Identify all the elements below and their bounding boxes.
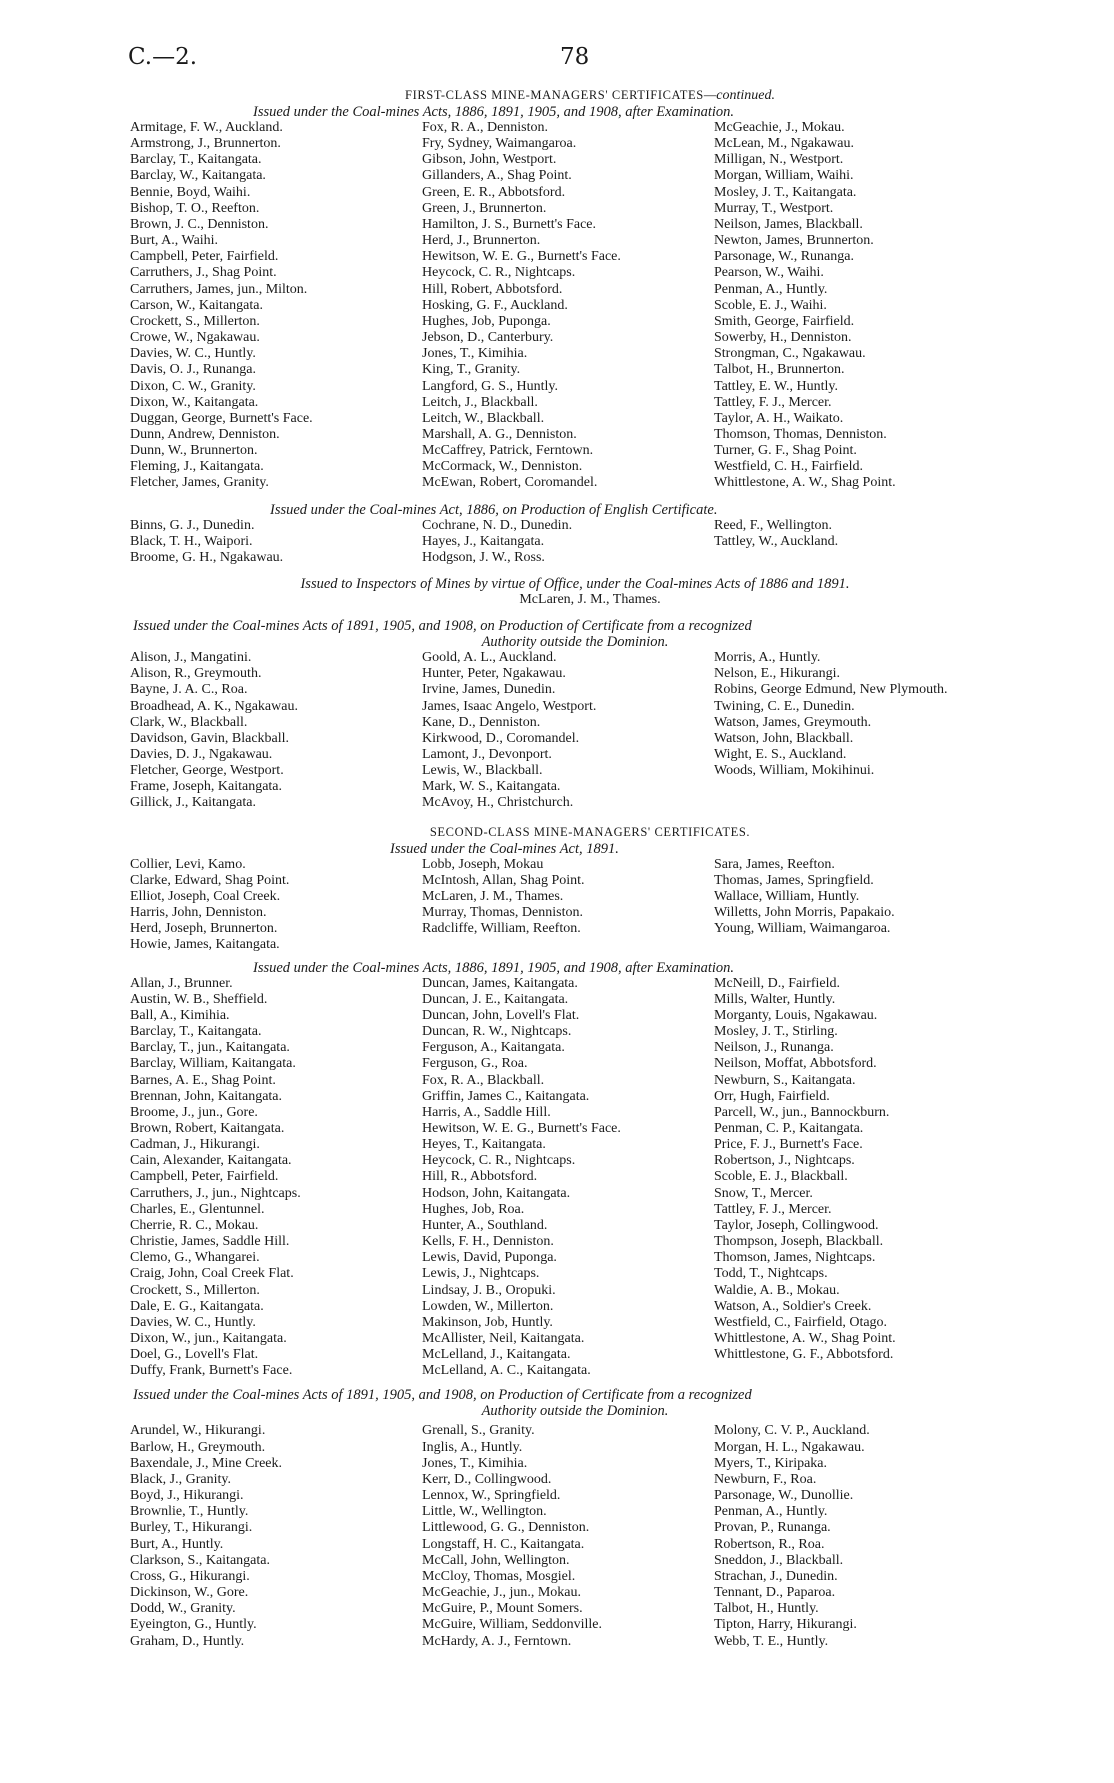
- list-column: [714, 518, 1020, 566]
- list-item: Kerr, D., Collingwood.: [422, 1471, 552, 1487]
- list-item: Waldie, A. B., Mokau.: [714, 1282, 840, 1298]
- list-item: Jones, T., Kimihia.: [422, 346, 528, 362]
- list-item: Reed, F., Wellington.: [714, 517, 833, 533]
- list-item: Armitage, F. W., Auckland.: [130, 120, 283, 135]
- list-item: Pearson, W., Waihi.: [714, 265, 824, 281]
- list-second-exam: [130, 976, 1020, 1380]
- list-item: Harris, John, Denniston.: [130, 905, 267, 921]
- list-item: Newton, James, Brunnerton.: [714, 233, 874, 249]
- list-item: Fletcher, James, Granity.: [130, 475, 269, 491]
- list-item: McGuire, P., Mount Somers.: [422, 1601, 583, 1617]
- list-item: Radcliffe, William, Reefton.: [422, 921, 581, 937]
- list-item: Herd, J., Brunnerton.: [422, 233, 541, 249]
- list-column: [422, 650, 714, 812]
- list-item: Snow, T., Mercer.: [714, 1185, 813, 1201]
- list-item: Tattley, F. J., Mercer.: [714, 394, 832, 410]
- list-item: Woods, William, Mokihinui.: [714, 763, 875, 779]
- list-item: Heyes, T., Kaitangata.: [422, 1137, 546, 1153]
- list-item: Gibson, John, Westport.: [422, 152, 557, 168]
- list-item: Whittlestone, G. F., Abbotsford.: [714, 1347, 894, 1363]
- list-item: Morganty, Louis, Ngakawau.: [714, 1007, 878, 1023]
- list-item: Howie, James, Kaitangata.: [130, 937, 280, 953]
- list-item: Neilson, Moffat, Abbotsford.: [714, 1056, 877, 1072]
- list-item: Young, William, Waimangaroa.: [714, 921, 891, 937]
- list-item: Sneddon, J., Blackball.: [714, 1552, 844, 1568]
- section-title-text: FIRST-CLASS MINE-MANAGERS' CERTIFICATES: [405, 88, 704, 102]
- list-item: Alison, R., Greymouth.: [130, 666, 262, 682]
- list-item: Lewis, J., Nightcaps.: [422, 1266, 540, 1282]
- continued-label: —continued.: [703, 88, 775, 103]
- list-item: Bennie, Boyd, Waihi.: [130, 184, 251, 200]
- list-item: Herd, Joseph, Brunnerton.: [130, 921, 278, 937]
- list-item: Hewitson, W. E. G., Burnett's Face.: [422, 1120, 621, 1136]
- list-column: [130, 857, 422, 954]
- list-item: Penman, A., Huntly.: [714, 281, 828, 297]
- list-item: McGeachie, J., jun., Mokau.: [422, 1585, 582, 1601]
- list-item: Broome, G. H., Ngakawau.: [130, 549, 284, 565]
- list-item: Davis, O. J., Runanga.: [130, 362, 256, 378]
- list-item: Scoble, E. J., Waihi.: [714, 297, 827, 313]
- list-item: Carruthers, J., jun., Nightcaps.: [130, 1185, 301, 1201]
- list-item: Dixon, C. W., Granity.: [130, 378, 256, 394]
- list-item: Lowden, W., Millerton.: [422, 1298, 554, 1314]
- list-item: Inglis, A., Huntly.: [422, 1439, 523, 1455]
- list-item: Provan, P., Runanga.: [714, 1520, 831, 1536]
- list-item: McGuire, William, Seddonville.: [422, 1617, 602, 1633]
- list-item: Hodson, John, Kaitangata.: [422, 1185, 571, 1201]
- list-item: Little, W., Wellington.: [422, 1504, 547, 1520]
- list-item: Craig, John, Coal Creek Flat.: [130, 1266, 294, 1282]
- list-item: Clarke, Edward, Shag Point.: [130, 872, 290, 888]
- list-item: McCall, John, Wellington.: [422, 1552, 570, 1568]
- subheading-second-recognized: Issued under the Coal-mines Acts of 1891, 1905, and 1908, on Production of Certificate from a recognized: [133, 1387, 752, 1404]
- list-item: Campbell, Peter, Fairfield.: [130, 1169, 279, 1185]
- list-item: McIntosh, Allan, Shag Point.: [422, 872, 585, 888]
- list-item: Robins, George Edmund, New Plymouth.: [714, 682, 948, 698]
- list-item: Whittlestone, A. W., Shag Point.: [714, 1331, 896, 1346]
- list-item: Allan, J., Brunner.: [130, 975, 233, 991]
- list-item: Graham, D., Huntly.: [130, 1633, 245, 1649]
- list-item: Heycock, C. R., Nightcaps.: [422, 1153, 576, 1169]
- list-item: Clark, W., Blackball.: [130, 714, 248, 730]
- list-item: Bayne, J. A. C., Roa.: [130, 682, 248, 698]
- list-item: Hughes, Job, Puponga.: [422, 313, 551, 329]
- list-item: Littlewood, G. G., Denniston.: [422, 1520, 590, 1536]
- list-item: Parsonage, W., Runanga.: [714, 249, 854, 265]
- list-item: Carruthers, James, jun., Milton.: [130, 281, 308, 297]
- list-column: [714, 120, 1020, 492]
- list-item: Talbot, H., Huntly.: [714, 1601, 819, 1617]
- list-item: Grenall, S., Granity.: [422, 1423, 535, 1439]
- list-column: [422, 976, 714, 1380]
- list-item: Black, T. H., Waipori.: [130, 533, 253, 549]
- list-column: [130, 518, 422, 566]
- list-item: Webb, T. E., Huntly.: [714, 1633, 829, 1649]
- list-item: Jones, T., Kimihia.: [422, 1455, 528, 1471]
- page-identifier: C.—2.: [128, 44, 198, 70]
- list-item: Dunn, Andrew, Denniston.: [130, 426, 280, 442]
- list-item: Taylor, A. H., Waikato.: [714, 410, 844, 426]
- list-item: Leitch, J., Blackball.: [422, 394, 538, 410]
- list-item: Burt, A., Huntly.: [130, 1536, 224, 1552]
- list-item: Talbot, H., Brunnerton.: [714, 362, 845, 378]
- subheading-first-recognized-line2: Authority outside the Dominion.: [481, 634, 669, 651]
- list-item: Mills, Walter, Huntly.: [714, 991, 836, 1007]
- list-item: Orr, Hugh, Fairfield.: [714, 1088, 830, 1104]
- list-item: Carruthers, J., Shag Point.: [130, 265, 277, 281]
- list-item: Ferguson, G., Roa.: [422, 1056, 528, 1072]
- list-item: Langford, G. S., Huntly.: [422, 378, 558, 394]
- subheading-second-exam: Issued under the Coal-mines Acts, 1886, 1891, 1905, and 1908, after Examination.: [253, 959, 735, 976]
- list-item: McHardy, A. J., Ferntown.: [422, 1633, 572, 1649]
- list-item: Dunn, W., Brunnerton.: [130, 443, 258, 459]
- list-item: Cadman, J., Hikurangi.: [130, 1137, 260, 1153]
- list-column: [130, 1423, 422, 1649]
- list-item: Price, F. J., Burnett's Face.: [714, 1137, 863, 1153]
- list-item: McLaren, J. M., Thames.: [422, 888, 564, 904]
- list-item: Wallace, William, Huntly.: [714, 888, 860, 904]
- list-item: Duggan, George, Burnett's Face.: [130, 410, 313, 426]
- list-item: Cherrie, R. C., Mokau.: [130, 1217, 259, 1233]
- list-item: Irvine, James, Dunedin.: [422, 682, 556, 698]
- list-item: McCaffrey, Patrick, Ferntown.: [422, 443, 594, 459]
- list-item: Heycock, C. R., Nightcaps.: [422, 265, 576, 281]
- list-item: Watson, John, Blackball.: [714, 730, 854, 746]
- list-item: Makinson, Job, Huntly.: [422, 1314, 553, 1330]
- list-item: Crockett, S., Millerton.: [130, 313, 260, 329]
- list-item: Newburn, S., Kaitangata.: [714, 1072, 856, 1088]
- list-item: Lennox, W., Springfield.: [422, 1488, 561, 1504]
- list-item: Neilson, J., Runanga.: [714, 1040, 834, 1056]
- list-item: Armstrong, J., Brunnerton.: [130, 136, 281, 152]
- list-item: Alison, J., Mangatini.: [130, 650, 252, 666]
- list-item: Neilson, James, Blackball.: [714, 216, 863, 232]
- subheading-first-exam: Issued under the Coal-mines Acts, 1886, 1891, 1905, and 1908, after Examination.: [253, 104, 735, 120]
- section-title-second-class: SECOND-CLASS MINE-MANAGERS' CERTIFICATES.: [429, 824, 751, 839]
- list-item: Davies, W. C., Huntly.: [130, 346, 256, 362]
- list-item: Barclay, T., jun., Kaitangata.: [130, 1040, 290, 1056]
- list-item: Mosley, J. T., Stirling.: [714, 1024, 838, 1040]
- list-column: [130, 120, 422, 492]
- list-item: Todd, T., Nightcaps.: [714, 1266, 828, 1282]
- list-item: Hayes, J., Kaitangata.: [422, 533, 545, 549]
- list-item: Burley, T., Hikurangi.: [130, 1520, 253, 1536]
- list-item: Dodd, W., Granity.: [130, 1601, 236, 1617]
- list-item: Lobb, Joseph, Mokau: [422, 856, 544, 872]
- list-item: Collier, Levi, Kamo.: [130, 856, 246, 872]
- list-item: Tipton, Harry, Hikurangi.: [714, 1617, 857, 1633]
- list-item: Thompson, Joseph, Blackball.: [714, 1234, 884, 1250]
- list-item: Hewitson, W. E. G., Burnett's Face.: [422, 249, 621, 265]
- subheading-inspectors: Issued to Inspectors of Mines by virtue of Office, under the Coal-mines Acts of 1886 and 1891.: [300, 576, 850, 593]
- list-item: Strachan, J., Dunedin.: [714, 1568, 838, 1584]
- list-item: Penman, A., Huntly.: [714, 1504, 828, 1520]
- list-item: Crowe, W., Ngakawau.: [130, 330, 260, 346]
- list-item: Duncan, James, Kaitangata.: [422, 975, 578, 991]
- list-item: Mark, W. S., Kaitangata.: [422, 779, 561, 795]
- list-column: [422, 857, 714, 954]
- list-item: Duffy, Frank, Burnett's Face.: [130, 1363, 293, 1379]
- list-item: Elliot, Joseph, Coal Creek.: [130, 888, 281, 904]
- list-item: Westfield, C. H., Fairfield.: [714, 459, 863, 475]
- list-item: Eyeington, G., Huntly.: [130, 1617, 257, 1633]
- list-item: Parcell, W., jun., Bannockburn.: [714, 1104, 890, 1120]
- list-item: Nelson, E., Hikurangi.: [714, 666, 840, 682]
- list-item: Burt, A., Waihi.: [130, 233, 219, 249]
- page-header: [0, 44, 1114, 84]
- list-item: Strongman, C., Ngakawau.: [714, 346, 866, 362]
- list-column: [130, 976, 422, 1380]
- list-item: Fox, R. A., Blackball.: [422, 1072, 545, 1088]
- list-item: Hosking, G. F., Auckland.: [422, 297, 568, 313]
- list-item: Brownlie, T., Huntly.: [130, 1504, 249, 1520]
- list-first-english: [130, 518, 1020, 566]
- section-title-first-class: [160, 87, 1020, 104]
- list-column: [422, 1423, 714, 1649]
- list-item: McNeill, D., Fairfield.: [714, 975, 840, 991]
- list-item: Morgan, H. L., Ngakawau.: [714, 1439, 865, 1455]
- list-item: Thomson, James, Nightcaps.: [714, 1250, 876, 1266]
- list-item: Hunter, A., Southland.: [422, 1217, 548, 1233]
- list-item: Scoble, E. J., Blackball.: [714, 1169, 848, 1185]
- list-item: Brown, Robert, Kaitangata.: [130, 1120, 285, 1136]
- list-item: McEwan, Robert, Coromandel.: [422, 475, 598, 491]
- list-item: Gillick, J., Kaitangata.: [130, 795, 256, 811]
- list-item: Wight, E. S., Auckland.: [714, 747, 847, 762]
- list-item: Barnes, A. E., Shag Point.: [130, 1072, 276, 1088]
- list-column: [130, 650, 422, 812]
- list-item: Morgan, William, Waihi.: [714, 168, 854, 184]
- list-item: Broome, J., jun., Gore.: [130, 1104, 258, 1120]
- list-column: [714, 976, 1020, 1380]
- list-item: McCloy, Thomas, Mosgiel.: [422, 1568, 576, 1584]
- list-item: Griffin, James C., Kaitangata.: [422, 1088, 590, 1104]
- list-item: Cochrane, N. D., Dunedin.: [422, 517, 573, 533]
- list-item: Ferguson, A., Kaitangata.: [422, 1040, 565, 1056]
- list-item: Sara, James, Reefton.: [714, 856, 835, 872]
- list-item: Murray, T., Westport.: [714, 200, 834, 216]
- list-item: Taylor, Joseph, Collingwood.: [714, 1217, 879, 1233]
- list-item: Duncan, J. E., Kaitangata.: [422, 991, 569, 1007]
- list-item: Hamilton, J. S., Burnett's Face.: [422, 216, 597, 232]
- list-item: Tattley, F. J., Mercer.: [714, 1201, 832, 1217]
- list-item: Murray, Thomas, Denniston.: [422, 905, 583, 921]
- list-item: Lewis, David, Puponga.: [422, 1250, 557, 1266]
- list-item: Hughes, Job, Roa.: [422, 1201, 525, 1217]
- list-item: Fry, Sydney, Waimangaroa.: [422, 136, 577, 152]
- list-item: Parsonage, W., Dunollie.: [714, 1488, 854, 1504]
- page-number: 78: [560, 44, 590, 70]
- list-item: Willetts, John Morris, Papakaio.: [714, 905, 895, 921]
- list-item: Arundel, W., Hikurangi.: [130, 1423, 266, 1439]
- list-item: Davies, D. J., Ngakawau.: [130, 747, 273, 762]
- list-item: McAllister, Neil, Kaitangata.: [422, 1331, 585, 1346]
- list-item: Broadhead, A. K., Ngakawau.: [130, 698, 298, 714]
- list-item: Cain, Alexander, Kaitangata.: [130, 1153, 292, 1169]
- list-item: Twining, C. E., Dunedin.: [714, 698, 855, 714]
- list-item: Cross, G., Hikurangi.: [130, 1568, 250, 1584]
- list-item: Green, J., Brunnerton.: [422, 200, 547, 216]
- list-item: McGeachie, J., Mokau.: [714, 120, 845, 135]
- list-item: Goold, A. L., Auckland.: [422, 650, 557, 666]
- list-item: Ball, A., Kimihia.: [130, 1007, 230, 1023]
- list-item: Binns, G. J., Dunedin.: [130, 517, 255, 533]
- subheading-second-recognized-line2: Authority outside the Dominion.: [481, 1403, 669, 1420]
- list-item: Barclay, W., Kaitangata.: [130, 168, 266, 184]
- list-item: Baxendale, J., Mine Creek.: [130, 1455, 283, 1471]
- list-item: Watson, James, Greymouth.: [714, 714, 872, 730]
- list-item: Tattley, W., Auckland.: [714, 533, 839, 549]
- list-item: Dale, E. G., Kaitangata.: [130, 1298, 264, 1314]
- list-item: Kells, F. H., Denniston.: [422, 1234, 554, 1250]
- list-item: Hill, Robert, Abbotsford.: [422, 281, 563, 297]
- list-item: Clarkson, S., Kaitangata.: [130, 1552, 270, 1568]
- list-item: Clemo, G., Whangarei.: [130, 1250, 260, 1266]
- list-item: Charles, E., Glentunnel.: [130, 1201, 265, 1217]
- list-item: Hodgson, J. W., Ross.: [422, 549, 545, 565]
- list-item: Harris, A., Saddle Hill.: [422, 1104, 551, 1120]
- list-item: Kirkwood, D., Coromandel.: [422, 730, 580, 746]
- list-item: McLean, M., Ngakawau.: [714, 136, 854, 152]
- list-item: Green, E. R., Abbotsford.: [422, 184, 566, 200]
- list-item: Turner, G. F., Shag Point.: [714, 443, 857, 459]
- list-item: Hill, R., Abbotsford.: [422, 1169, 538, 1185]
- list-item: Mosley, J. T., Kaitangata.: [714, 184, 857, 200]
- list-item: Barlow, H., Greymouth.: [130, 1439, 266, 1455]
- list-item: Whittlestone, A. W., Shag Point.: [714, 475, 896, 491]
- list-item: Newburn, F., Roa.: [714, 1471, 817, 1487]
- list-item: Doel, G., Lovell's Flat.: [130, 1347, 259, 1363]
- list-item: Marshall, A. G., Denniston.: [422, 426, 577, 442]
- list-item: Milligan, N., Westport.: [714, 152, 844, 168]
- list-item: McCormack, W., Denniston.: [422, 459, 583, 475]
- list-item: Fox, R. A., Denniston.: [422, 120, 549, 135]
- list-item: Fletcher, George, Westport.: [130, 763, 284, 779]
- list-item: Barclay, T., Kaitangata.: [130, 152, 262, 168]
- list-column: [422, 518, 714, 566]
- subheading-first-english: Issued under the Coal-mines Act, 1886, on Production of English Certificate.: [270, 501, 718, 518]
- subheading-first-recognized: Issued under the Coal-mines Acts of 1891, 1905, and 1908, on Production of Certificate from a recognized: [133, 618, 752, 635]
- list-item: Lindsay, J. B., Oropuki.: [422, 1282, 556, 1298]
- list-item: Christie, James, Saddle Hill.: [130, 1234, 290, 1250]
- list-item: Gillanders, A., Shag Point.: [422, 168, 572, 184]
- list-item: Thomas, James, Springfield.: [714, 872, 874, 888]
- list-item: Campbell, Peter, Fairfield.: [130, 249, 279, 265]
- list-item: McLelland, A. C., Kaitangata.: [422, 1363, 591, 1379]
- list-item: Penman, C. P., Kaitangata.: [714, 1120, 864, 1136]
- list-item: Black, J., Granity.: [130, 1471, 231, 1487]
- list-item: Longstaff, H. C., Kaitangata.: [422, 1536, 585, 1552]
- list-item: Brown, J. C., Denniston.: [130, 216, 269, 232]
- list-item: Frame, Joseph, Kaitangata.: [130, 779, 283, 795]
- list-item: Carson, W., Kaitangata.: [130, 297, 263, 313]
- list-column: [714, 857, 1020, 954]
- list-item: Dixon, W., jun., Kaitangata.: [130, 1331, 287, 1346]
- list-item: Robertson, R., Roa.: [714, 1536, 825, 1552]
- list-item: Jebson, D., Canterbury.: [422, 330, 554, 346]
- list-item: Tennant, D., Paparoa.: [714, 1585, 836, 1601]
- list-item: Westfield, C., Fairfield, Otago.: [714, 1314, 888, 1330]
- list-item: Sowerby, H., Denniston.: [714, 330, 852, 346]
- list-second-recognized: [130, 1423, 1020, 1649]
- list-item: Brennan, John, Kaitangata.: [130, 1088, 283, 1104]
- inspector-entry: McLaren, J. M., Thames.: [519, 592, 661, 608]
- list-item: Boyd, J., Hikurangi.: [130, 1488, 244, 1504]
- list-item: Lamont, J., Devonport.: [422, 747, 552, 762]
- list-item: Molony, C. V. P., Auckland.: [714, 1423, 870, 1439]
- list-item: Fleming, J., Kaitangata.: [130, 459, 264, 475]
- list-item: Watson, A., Soldier's Creek.: [714, 1298, 872, 1314]
- list-column: [422, 120, 714, 492]
- list-item: James, Isaac Angelo, Westport.: [422, 698, 597, 714]
- list-item: Morris, A., Huntly.: [714, 650, 821, 666]
- list-item: Thomson, Thomas, Denniston.: [714, 426, 887, 442]
- list-item: McAvoy, H., Christchurch.: [422, 795, 574, 811]
- list-item: Davies, W. C., Huntly.: [130, 1314, 256, 1330]
- document-body: [130, 87, 1020, 1650]
- list-first-recognized: [130, 650, 1020, 812]
- subheading-second-1891: Issued under the Coal-mines Act, 1891.: [390, 840, 619, 857]
- list-item: Smith, George, Fairfield.: [714, 313, 855, 329]
- list-first-exam: [130, 120, 1020, 492]
- list-item: Duncan, R. W., Nightcaps.: [422, 1024, 572, 1040]
- list-item: Hunter, Peter, Ngakawau.: [422, 666, 566, 682]
- list-item: Robertson, J., Nightcaps.: [714, 1153, 855, 1169]
- list-item: Davidson, Gavin, Blackball.: [130, 730, 290, 746]
- list-item: Lewis, W., Blackball.: [422, 763, 543, 779]
- list-column: [714, 1423, 1020, 1649]
- list-item: Dickinson, W., Gore.: [130, 1585, 249, 1601]
- list-item: Austin, W. B., Sheffield.: [130, 991, 268, 1007]
- list-item: Barclay, William, Kaitangata.: [130, 1056, 296, 1072]
- list-item: King, T., Granity.: [422, 362, 521, 378]
- list-column: [714, 650, 1020, 812]
- list-item: Myers, T., Kiripaka.: [714, 1455, 828, 1471]
- list-item: Tattley, E. W., Huntly.: [714, 378, 838, 394]
- list-item: Dixon, W., Kaitangata.: [130, 394, 259, 410]
- list-item: Kane, D., Denniston.: [422, 714, 541, 730]
- list-item: Crockett, S., Millerton.: [130, 1282, 260, 1298]
- list-second-1891: [130, 857, 1020, 954]
- list-item: Barclay, T., Kaitangata.: [130, 1024, 262, 1040]
- list-item: McLelland, J., Kaitangata.: [422, 1347, 571, 1363]
- list-item: Duncan, John, Lovell's Flat.: [422, 1007, 580, 1023]
- list-item: Bishop, T. O., Reefton.: [130, 200, 260, 216]
- list-item: Leitch, W., Blackball.: [422, 410, 545, 426]
